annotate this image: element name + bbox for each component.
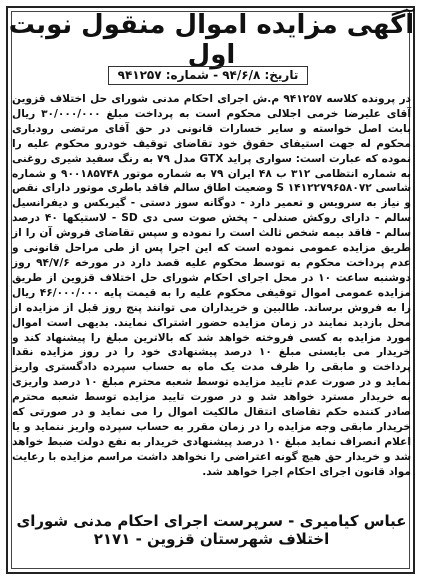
notice-body: در پرونده کلاسه ۹۴۱۲۵۷ م.ش اجرای احکام مدنی شورای حل اختلاف قزوین آقای علیرضا خرمی اجلالی محکوم است به پرداخت مبلغ ۳۰/۰۰۰/۰۰۰ ریال بابت اصل خواسته و سایر خسارات قانونی در حق آقای مرتضی رودباری محکوم له جهت استیفای حقوق خود تقاضای توقیف خودرو محکوم علیه را نموده که عبارت است: سواری پراید GTX مدل ۷۹ به رنگ سفید شیری روغنی به شماره انتظامی ۳۱۲ ب ۴۸ ایران ۷۹ به شماره موتور ۹۰۰۱۸۵۷۴۸ و شماره شاسی S ۱۴۱۲۲۷۹۶۵۸۰۷۲ وضعیت اطاق سالم فاقد باطری موتور دارای نقص و نیاز به سرویس و تعمیر دارد - دوگانه سوز دستی - گیربکس و دیفرانسیل سالم - دارای روکش صندلی - پخش صوت سی دی SD - لاستیکها ۴۰ درصد سالم - فاقد بیمه شخص ثالث است را نموده و سپس تقاضای فروش آن را از طریق مزایده عمومی نموده است که این اجرا پس از طی مراحل قانونی و عدم پرداخت محکوم به توسط محکوم علیه قصد دارد در مورخه ۹۴/۷/۶ روز دوشنبه ساعت ۱۰ در محل اجرای احکام شورای حل اختلاف قزوین از طریق مزایده عمومی اموال توقیفی محکوم علیه را به قیمت پایه ۴۶/۰۰۰/۰۰۰ ریال را به فروش برساند. طالبین و خریداران می توانند پنج روز قبل از مزایده از محل بازدید نمایند در زمان مزایده حضور اشتراک نمایند. بدیهی است اموال مورد مزایده به کسی فروخته خواهد شد که بالاترین مبلغ را پیشنهاد کند و خریدار می بایستی مبلغ ۱۰ درصد پیشنهادی خود را در روز مزایده نقدا پرداخت و مابقی را ظرف مدت یک ماه به حساب سپرده دادگستری واریز نماید و در صورت عدم تایید مزایده توسط شعبه محترم مبلغ ۱۰ درصد واریزی به خریدار مسترد خواهد شد و در صورت تایید مزایده توسط شعبه محترم صادر کننده حکم تقاضای انتقال مالکیت اموال را می نماید و در صورتی که خریدار مابقی وجه مزایده را در زمان مقرر به حساب سپرده واریز ننماید و یا اعلام انصراف نماید مبلغ ۱۰ درصد پیشنهادی خریدار به نفع دولت ضبط خواهد شد و خریدار حق هیچ گونه اعتراضی را نخواهد داشت مراسم مزایده با رعایت مواد قانون اجرای احکام اجرا خواهد شد.	[12, 93, 411, 478]
notice-title: آگهی مزایده اموال منقول نوبت اول	[8, 10, 415, 70]
notice-signature: عباس کیامیری - سرپرست اجرای احکام مدنی شورای اختلاف شهرستان قزوین - ۲۱۷۱	[16, 512, 407, 548]
notice-date-number: تاریخ: ۹۴/۶/۸ - شماره: ۹۴۱۲۵۷	[108, 66, 308, 85]
